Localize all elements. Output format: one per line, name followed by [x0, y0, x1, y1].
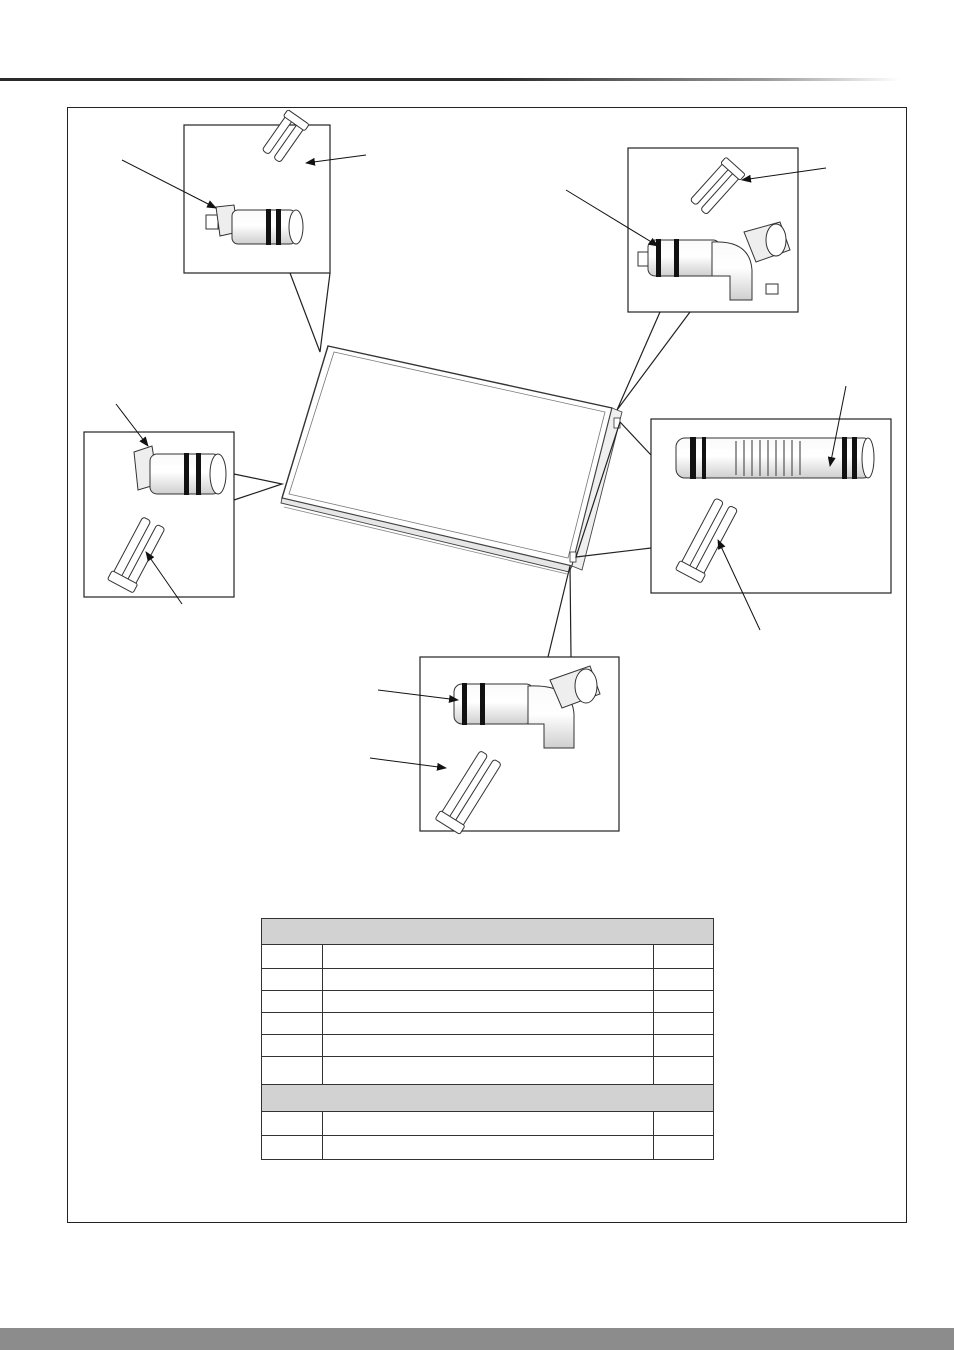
solar-panel: [281, 346, 622, 574]
row-number: [262, 1013, 323, 1035]
row-quantity: [654, 1112, 714, 1136]
row-description: [323, 969, 654, 991]
inset-right: [576, 386, 891, 630]
row-number: [262, 945, 323, 969]
inset-top-left: [122, 110, 366, 352]
parts-group-title: [262, 1085, 714, 1112]
table-row: [262, 1112, 714, 1136]
inset-bottom: [370, 566, 619, 834]
table-row: [262, 1013, 714, 1035]
row-quantity: [654, 945, 714, 969]
footer-bar: [0, 1328, 954, 1350]
row-quantity: [654, 1013, 714, 1035]
row-description: [323, 1035, 654, 1057]
table-row: [262, 1057, 714, 1085]
row-description: [323, 1112, 654, 1136]
row-number: [262, 1035, 323, 1057]
row-quantity: [654, 991, 714, 1013]
row-quantity: [654, 1136, 714, 1160]
row-quantity: [654, 969, 714, 991]
row-description: [323, 991, 654, 1013]
parts-group-header: [262, 919, 714, 945]
row-number: [262, 991, 323, 1013]
parts-table: [261, 918, 714, 1160]
row-number: [262, 969, 323, 991]
row-quantity: [654, 1035, 714, 1057]
inset-left: [84, 404, 282, 604]
row-description: [323, 1013, 654, 1035]
table-row: [262, 991, 714, 1013]
table-row: [262, 1035, 714, 1057]
inset-top-right: [566, 148, 826, 410]
table-row: [262, 1136, 714, 1160]
row-description: [323, 1136, 654, 1160]
row-quantity: [654, 1057, 714, 1085]
row-number: [262, 1136, 323, 1160]
right-flex-hose-shape: [676, 437, 874, 479]
row-number: [262, 1057, 323, 1085]
parts-group-title: [262, 919, 714, 945]
row-number: [262, 1112, 323, 1136]
parts-group-header: [262, 1085, 714, 1112]
row-description: [323, 945, 654, 969]
table-row: [262, 945, 714, 969]
row-description: [323, 1057, 654, 1085]
table-row: [262, 969, 714, 991]
